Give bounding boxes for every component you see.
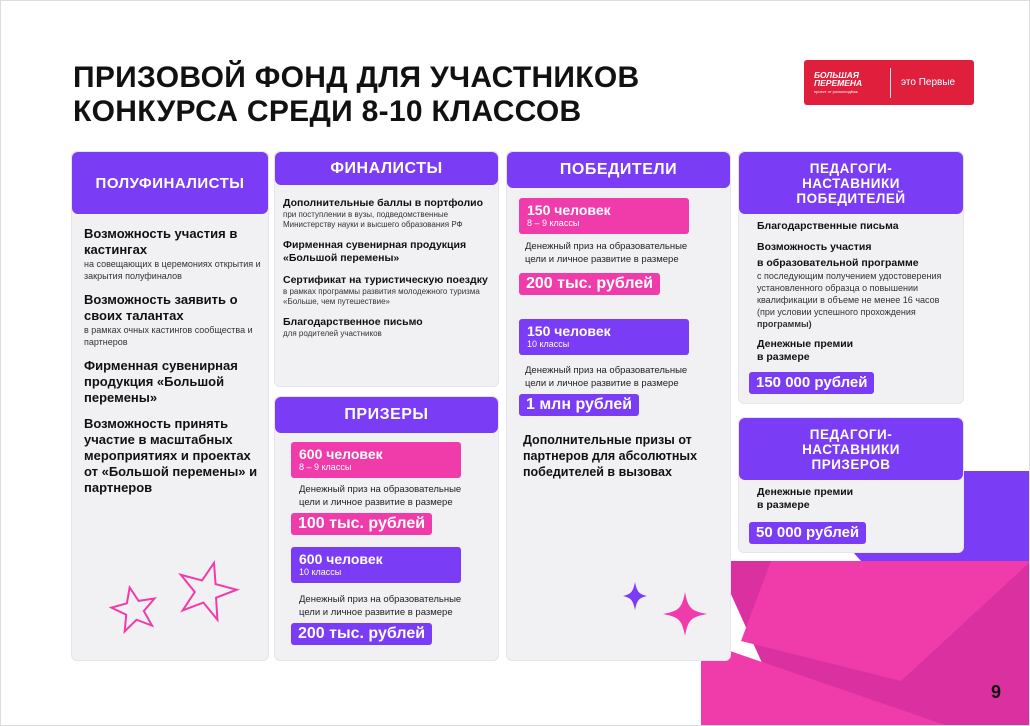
prizewinner-group-1-desc-2: цели и личное развитие в размере xyxy=(299,497,453,508)
mentors-winners-header-line-2: НАСТАВНИКИ xyxy=(802,175,900,191)
prizewinner-group-2-badge xyxy=(291,547,461,583)
winner-group-1-desc xyxy=(525,240,725,266)
winner-group-2-desc xyxy=(525,364,725,390)
prizewinner-group-1-prize: 100 тыс. рублей xyxy=(291,513,432,535)
prizewinners-card xyxy=(274,396,499,661)
finalist-item-4-note: для родителей участников xyxy=(283,329,382,338)
logo-right-text: это Первые xyxy=(901,77,956,88)
winner-group-2-badge xyxy=(519,319,689,355)
mentors-prize-item-2: в размере xyxy=(757,499,810,511)
mentors-winners-item-2-note xyxy=(757,270,957,330)
finalist-item-1 xyxy=(283,197,493,230)
mentors-winners-header xyxy=(739,152,963,214)
semifinal-item-1 xyxy=(84,226,264,282)
winner-group-2-grades: 10 классы xyxy=(527,339,570,349)
prizewinner-group-2-count: 600 человек xyxy=(299,551,383,567)
page-title xyxy=(73,61,640,129)
semifinal-item-1-title: Возможность участия в кастингах xyxy=(84,226,238,257)
semifinal-item-4-title: Возможность принять участие в масштабных мероприятиях и проектах от «Большой перемены» и партнеров xyxy=(84,416,258,495)
mentors-winners-item-2-title-1: Возможность участия xyxy=(757,241,872,253)
mentors-prize-item-1: Денежные премии xyxy=(757,486,854,498)
winner-group-1-prize: 200 тыс. рублей xyxy=(519,273,660,295)
prizewinner-group-2-prize: 200 тыс. рублей xyxy=(291,623,432,645)
semifinal-item-1-note: на совещающих в церемониях открытия и закрытия полуфиналов xyxy=(84,259,261,281)
winners-extra-prizes: Дополнительные призы от партнеров для абсолютных победителей в вызовах xyxy=(523,433,698,479)
winners-card xyxy=(506,151,731,661)
logo-sub: проект от росмолодёжь xyxy=(814,88,858,94)
finalist-item-4 xyxy=(283,316,493,339)
winner-group-1-badge xyxy=(519,198,689,234)
winner-group-1-desc-1: Денежный приз на образовательные xyxy=(525,241,688,252)
finalists-header: ФИНАЛИСТЫ xyxy=(275,152,498,185)
mentors-prize-header-line-3: ПРИЗЕРОВ xyxy=(811,456,891,472)
mentors-winners-prize: 150 000 рублей xyxy=(749,372,874,394)
finalist-item-1-title: Дополнительные баллы в портфолио xyxy=(283,197,483,209)
winner-group-2-desc-1: Денежный приз на образовательные xyxy=(525,365,688,376)
winner-group-2-desc-2: цели и личное развитие в размере xyxy=(525,378,679,389)
semifinal-item-2-title: Возможность заявить о своих талантах xyxy=(84,292,238,323)
title-line-2: КОНКУРСА СРЕДИ 8-10 КЛАССОВ xyxy=(73,95,582,128)
semifinal-item-4 xyxy=(84,416,264,496)
logo-main-1: БОЛЬШАЯ xyxy=(814,69,859,80)
prizewinner-group-2-desc-2: цели и личное развитие в размере xyxy=(299,607,453,618)
semifinal-item-2 xyxy=(84,292,264,348)
mentors-prize-header xyxy=(739,418,963,480)
mentors-prize-amount: 50 000 рублей xyxy=(749,522,866,544)
prizewinner-group-2-grades: 10 классы xyxy=(299,567,342,577)
semifinalists-header: ПОЛУФИНАЛИСТЫ xyxy=(72,152,268,214)
winner-group-2-count: 150 человек xyxy=(527,323,611,339)
mentors-winners-item-3-2: в размере xyxy=(757,351,810,363)
bolshaya-peremena-logo xyxy=(804,60,974,105)
prizewinner-group-1-desc xyxy=(299,483,499,509)
mentors-winners-card xyxy=(738,151,964,404)
page-number: 9 xyxy=(990,682,1001,702)
mentors-winners-item-3-1: Денежные премии xyxy=(757,338,854,350)
finalist-item-3-title: Сертификат на туристическую поездку xyxy=(283,274,488,286)
winner-group-1-count: 150 человек xyxy=(527,202,611,218)
mentors-winners-header-line-1: ПЕДАГОГИ- xyxy=(809,160,893,176)
prizewinners-header: ПРИЗЕРЫ xyxy=(275,397,498,433)
stars-decoration-icon xyxy=(102,552,242,652)
finalist-item-3-note: в рамках программы развития молодежного туризма «Больше, чем путешествие» xyxy=(283,287,480,306)
winner-group-2-prize: 1 млн рублей xyxy=(519,394,639,416)
mentors-winners-item-1: Благодарственные письма xyxy=(757,220,899,232)
semifinal-item-3-title: Фирменная сувенирная продукция «Большой перемены» xyxy=(84,358,238,405)
finalist-item-2-title: Фирменная сувенирная продукция «Большой перемены» xyxy=(283,239,467,264)
prizewinner-group-1-badge xyxy=(291,442,461,478)
semifinalists-card xyxy=(71,151,269,661)
finalist-item-2 xyxy=(283,239,493,265)
sparkle-decoration-icon xyxy=(617,580,717,650)
mentors-winners-item-2-note-bold: программы) xyxy=(757,319,812,329)
winners-header: ПОБЕДИТЕЛИ xyxy=(507,152,730,188)
mentors-winners-item-2-title-2: в образовательной программе xyxy=(757,257,919,269)
finalists-card xyxy=(274,151,499,387)
semifinal-item-3 xyxy=(84,358,264,406)
semifinal-item-2-note: в рамках очных кастингов сообщества и партнеров xyxy=(84,325,253,347)
title-line-1: ПРИЗОВОЙ ФОНД ДЛЯ УЧАСТНИКОВ xyxy=(73,61,640,94)
prizewinner-group-1-desc-1: Денежный приз на образовательные xyxy=(299,484,462,495)
mentors-prize-header-line-2: НАСТАВНИКИ xyxy=(802,441,900,457)
finalist-item-3 xyxy=(283,274,493,307)
mentors-winners-header-line-3: ПОБЕДИТЕЛЕЙ xyxy=(796,190,906,206)
prizewinner-group-2-desc xyxy=(299,593,499,619)
prizewinner-group-2-desc-1: Денежный приз на образовательные xyxy=(299,594,462,605)
logo-main-2: ПЕРЕМЕНА xyxy=(814,77,863,88)
prizewinner-group-1-grades: 8 – 9 классы xyxy=(299,462,352,472)
mentors-winners-item-2-note-text: с последующим получением удостоверения установленного образца о повышении квалификации в объеме не менее 16 часов (при условии успешного прохождения xyxy=(757,271,942,317)
mentors-prize-header-line-1: ПЕДАГОГИ- xyxy=(809,426,893,442)
finalist-item-1-note: при поступлении в вузы, подведомственные Министерству науки и высшего образования РФ xyxy=(283,210,463,229)
mentors-prize-card xyxy=(738,417,964,553)
finalist-item-4-title: Благодарственное письмо xyxy=(283,316,423,328)
winner-group-1-grades: 8 – 9 классы xyxy=(527,218,580,228)
prizewinner-group-1-count: 600 человек xyxy=(299,446,383,462)
winner-group-1-desc-2: цели и личное развитие в размере xyxy=(525,254,679,265)
